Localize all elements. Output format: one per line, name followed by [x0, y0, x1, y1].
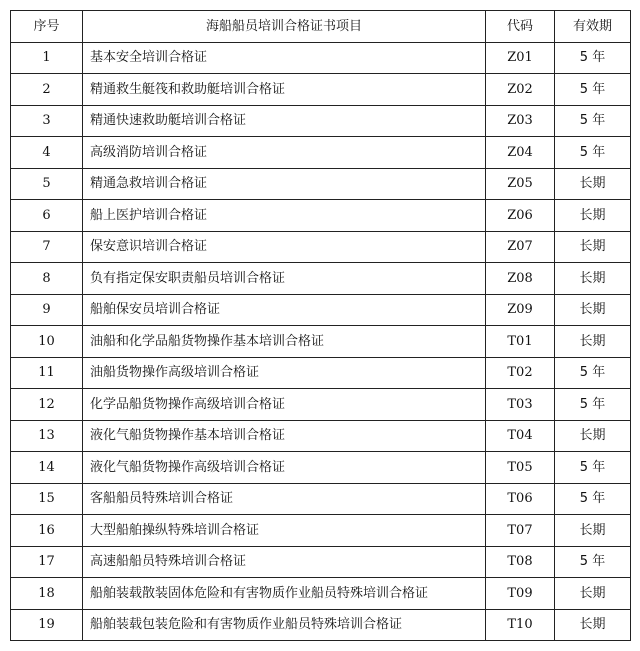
row-validity-cell: 长期: [555, 515, 631, 547]
row-validity-cell: 5 年: [555, 483, 631, 515]
table-row: [11, 168, 631, 200]
row-name-cell: 高速船船员特殊培训合格证: [83, 546, 486, 578]
row-name-cell: 精通救生艇筏和救助艇培训合格证: [83, 74, 486, 106]
row-index-cell: 10: [11, 326, 83, 358]
row-index-cell: 19: [11, 609, 83, 641]
row-validity-cell: 5 年: [555, 137, 631, 169]
row-code-cell: Z07: [486, 231, 555, 263]
row-name-cell: 精通快速救助艇培训合格证: [83, 105, 486, 137]
row-validity-cell: 长期: [555, 609, 631, 641]
row-index-cell: 16: [11, 515, 83, 547]
row-code-cell: Z08: [486, 263, 555, 295]
row-code-cell: Z04: [486, 137, 555, 169]
row-code-cell: T06: [486, 483, 555, 515]
row-validity-cell: 长期: [555, 578, 631, 610]
row-code-cell: Z05: [486, 168, 555, 200]
row-code-cell: T02: [486, 357, 555, 389]
row-name-cell: 船舶保安员培训合格证: [83, 294, 486, 326]
table-row: [11, 74, 631, 106]
header-validity: 有效期: [555, 11, 631, 43]
table-row: [11, 389, 631, 421]
row-index-cell: 8: [11, 263, 83, 295]
row-validity-cell: 长期: [555, 231, 631, 263]
table-row: [11, 200, 631, 232]
row-validity-cell: 5 年: [555, 452, 631, 484]
row-name-cell: 油船货物操作高级培训合格证: [83, 357, 486, 389]
table-header-row: [11, 11, 631, 43]
row-name-cell: 精通急救培训合格证: [83, 168, 486, 200]
row-name-cell: 基本安全培训合格证: [83, 42, 486, 74]
table-row: [11, 483, 631, 515]
row-code-cell: T03: [486, 389, 555, 421]
row-index-cell: 9: [11, 294, 83, 326]
row-name-cell: 液化气船货物操作高级培训合格证: [83, 452, 486, 484]
row-validity-cell: 5 年: [555, 389, 631, 421]
row-name-cell: 大型船舶操纵特殊培训合格证: [83, 515, 486, 547]
table-row: [11, 263, 631, 295]
row-validity-cell: 长期: [555, 326, 631, 358]
row-validity-cell: 长期: [555, 263, 631, 295]
row-index-cell: 2: [11, 74, 83, 106]
row-index-cell: 4: [11, 137, 83, 169]
row-code-cell: Z06: [486, 200, 555, 232]
row-index-cell: 18: [11, 578, 83, 610]
row-name-cell: 油船和化学品船货物操作基本培训合格证: [83, 326, 486, 358]
table-row: [11, 515, 631, 547]
row-validity-cell: 长期: [555, 200, 631, 232]
table-row: [11, 231, 631, 263]
row-code-cell: T08: [486, 546, 555, 578]
row-code-cell: T05: [486, 452, 555, 484]
header-name: 海船船员培训合格证书项目: [83, 11, 486, 43]
row-index-cell: 6: [11, 200, 83, 232]
row-index-cell: 14: [11, 452, 83, 484]
row-index-cell: 13: [11, 420, 83, 452]
row-code-cell: T09: [486, 578, 555, 610]
table-row: [11, 105, 631, 137]
table-row: [11, 42, 631, 74]
table-row: [11, 546, 631, 578]
table-row: [11, 294, 631, 326]
row-code-cell: T04: [486, 420, 555, 452]
certificate-table: [10, 10, 631, 641]
row-validity-cell: 5 年: [555, 42, 631, 74]
row-index-cell: 5: [11, 168, 83, 200]
row-code-cell: Z09: [486, 294, 555, 326]
row-code-cell: Z03: [486, 105, 555, 137]
row-code-cell: Z02: [486, 74, 555, 106]
row-index-cell: 17: [11, 546, 83, 578]
row-validity-cell: 长期: [555, 294, 631, 326]
header-index: 序号: [11, 11, 83, 43]
row-index-cell: 7: [11, 231, 83, 263]
certificate-table-container: [10, 10, 631, 641]
row-index-cell: 1: [11, 42, 83, 74]
header-code: 代码: [486, 11, 555, 43]
row-name-cell: 负有指定保安职责船员培训合格证: [83, 263, 486, 295]
row-code-cell: T01: [486, 326, 555, 358]
table-row: [11, 326, 631, 358]
row-index-cell: 15: [11, 483, 83, 515]
row-index-cell: 3: [11, 105, 83, 137]
row-index-cell: 12: [11, 389, 83, 421]
table-row: [11, 452, 631, 484]
row-name-cell: 船舶装载散装固体危险和有害物质作业船员特殊培训合格证: [83, 578, 486, 610]
row-name-cell: 保安意识培训合格证: [83, 231, 486, 263]
row-index-cell: 11: [11, 357, 83, 389]
table-body: [11, 42, 631, 641]
table-row: [11, 420, 631, 452]
row-name-cell: 船上医护培训合格证: [83, 200, 486, 232]
row-validity-cell: 5 年: [555, 105, 631, 137]
row-validity-cell: 5 年: [555, 357, 631, 389]
row-name-cell: 船舶装载包装危险和有害物质作业船员特殊培训合格证: [83, 609, 486, 641]
row-name-cell: 高级消防培训合格证: [83, 137, 486, 169]
row-code-cell: T10: [486, 609, 555, 641]
row-validity-cell: 5 年: [555, 546, 631, 578]
row-code-cell: T07: [486, 515, 555, 547]
row-validity-cell: 长期: [555, 168, 631, 200]
row-name-cell: 液化气船货物操作基本培训合格证: [83, 420, 486, 452]
row-name-cell: 化学品船货物操作高级培训合格证: [83, 389, 486, 421]
table-row: [11, 578, 631, 610]
row-name-cell: 客船船员特殊培训合格证: [83, 483, 486, 515]
row-code-cell: Z01: [486, 42, 555, 74]
table-row: [11, 609, 631, 641]
row-validity-cell: 5 年: [555, 74, 631, 106]
table-row: [11, 137, 631, 169]
row-validity-cell: 长期: [555, 420, 631, 452]
table-row: [11, 357, 631, 389]
